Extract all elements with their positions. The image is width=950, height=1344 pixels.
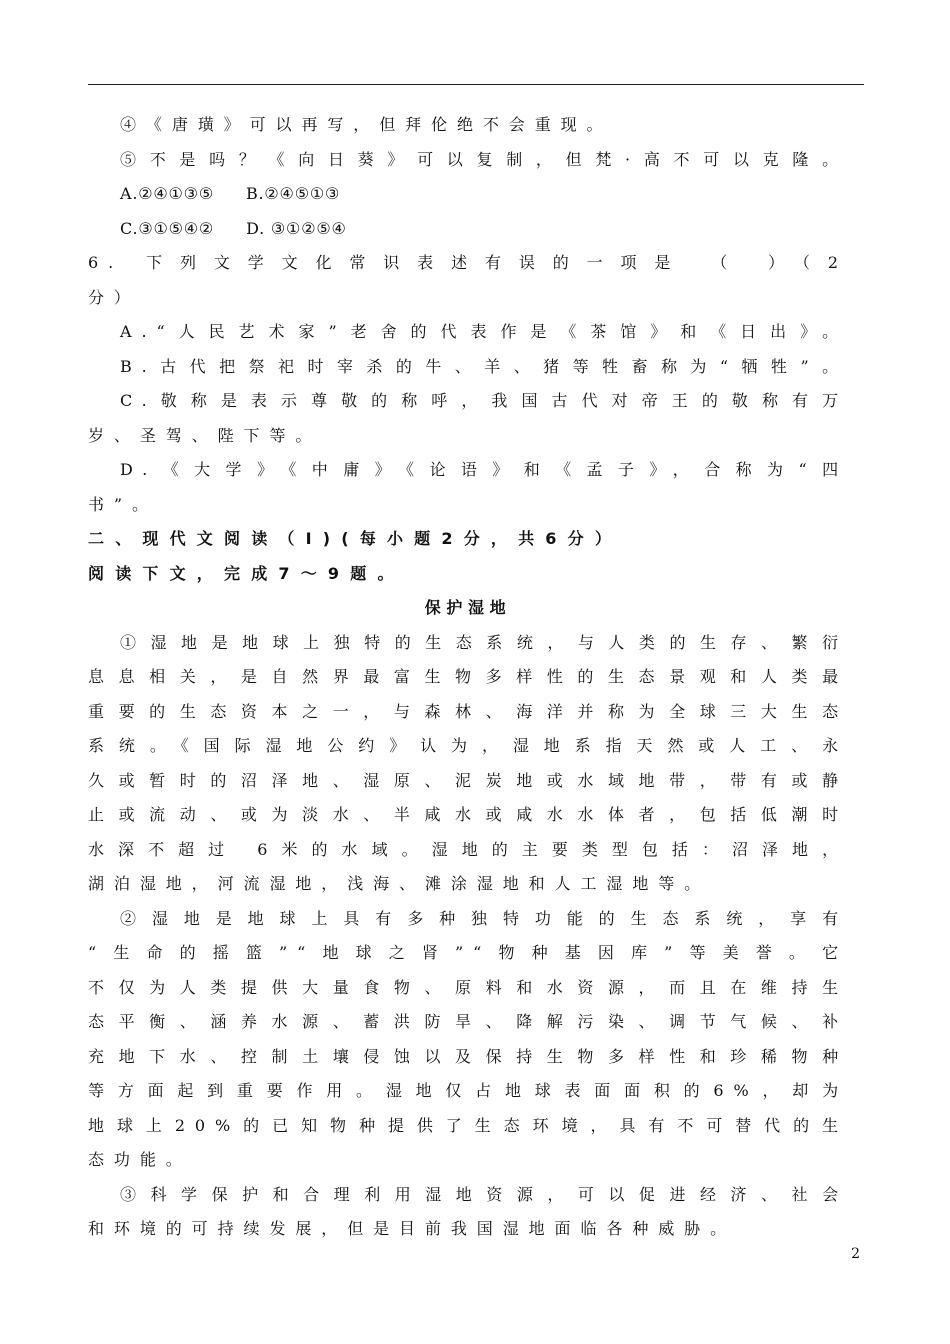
passage-line: 水深不超过 6米的水域。湿地的主要类型包括：沼泽地， xyxy=(88,839,848,859)
passage-line: ②湿地是地球上具有多种独特功能的生态系统，享有 xyxy=(120,908,848,928)
document-page xyxy=(88,108,848,1247)
passage-line: 重要的生态资本之一，与森林、海洋并称为全球三大生态 xyxy=(88,701,848,721)
passage-line: 充地下水、控制土壤侵蚀以及保持生物多样性和珍稀物种 xyxy=(88,1046,848,1066)
q5-item-5: ⑤不是吗？《向日葵》可以复制，但梵·高不可以克隆。 xyxy=(120,149,848,169)
q5-option-c: C.③①⑤④② xyxy=(120,218,215,238)
q6-option-b: B.古代把祭祀时宰杀的牛、羊、猪等牲畜称为“牺牲”。 xyxy=(120,356,848,376)
passage-line: 湖泊湿地，河流湿地，浅海、滩涂湿地和人工湿地等。 xyxy=(88,874,711,893)
passage-line: 态平衡、涵养水源、蓄洪防旱、降解污染、调节气候、补 xyxy=(88,1012,848,1031)
q5-option-a: A.②④①③⑤ xyxy=(120,184,214,203)
passage-line: ①湿地是地球上独特的生态系统，与人类的生存、繁衍 xyxy=(120,632,848,652)
q6-stem-cont: 分） xyxy=(88,287,140,307)
q6-option-c-cont: 岁、圣驾、陛下等。 xyxy=(88,425,322,445)
q5-item-4: ④《唐璜》可以再写，但拜伦绝不会重现。 xyxy=(120,115,613,134)
section-heading: 二、现代文阅读（I)(每小题2分，共6分） xyxy=(88,529,623,548)
q6-stem: 6. 下列文学文化常识表述有误的一项是 （ ）（2 xyxy=(88,253,848,272)
passage-line: 和环境的可持续发展，但是目前我国湿地面临各种威胁。 xyxy=(88,1219,737,1238)
passage-line: 地球上20%的已知物种提供了生态环境，具有不可替代的生 xyxy=(88,1115,848,1135)
passage-line: 止或流动、或为淡水、半咸水或咸水水体者，包括低潮时 xyxy=(88,805,848,824)
passage-line: ③科学保护和合理利用湿地资源，可以促进经济、社会 xyxy=(120,1184,848,1204)
q5-options-ab xyxy=(88,177,848,212)
q5-option-d: D. ③①②⑤④ xyxy=(246,218,347,238)
q6-option-a: A.“人民艺术家”老舍的代表作是《茶馆》和《日出》。 xyxy=(120,322,848,341)
q6-option-d: D.《大学》《中庸》《论语》和《孟子》，合称为“四 xyxy=(120,460,848,479)
passage-title: 保护湿地 xyxy=(424,598,512,617)
header-rule xyxy=(88,84,864,85)
passage-line: 等方面起到重要作用。湿地仅占地球表面面积的6%，却为 xyxy=(88,1081,848,1100)
passage-line: “生命的摇篮”“地球之肾”“物种基因库”等美誉。它 xyxy=(88,943,848,962)
passage-line: 息息相关，是自然界最富生物多样性的生态景观和人类最 xyxy=(88,667,848,686)
passage-line: 系统。《国际湿地公约》认为，湿地系指天然或人工、永 xyxy=(88,736,848,755)
q5-options-cd xyxy=(88,212,848,247)
page-number: 2 xyxy=(851,1246,860,1262)
passage-line: 态功能。 xyxy=(88,1150,192,1169)
q6-option-d-cont: 书”。 xyxy=(88,494,158,514)
passage-line: 久或暂时的沼泽地、湿原、泥炭地或水域地带，带有或静 xyxy=(88,770,848,790)
reading-instruction: 阅读下文，完成7～9题。 xyxy=(88,563,405,583)
q6-option-c: C.敬称是表示尊敬的称呼，我国古代对帝王的敬称有万 xyxy=(120,391,848,410)
q5-option-b: B.②④⑤①③ xyxy=(245,184,341,203)
passage-line: 不仅为人类提供大量食物、原料和水资源，而且在维持生 xyxy=(88,977,848,997)
